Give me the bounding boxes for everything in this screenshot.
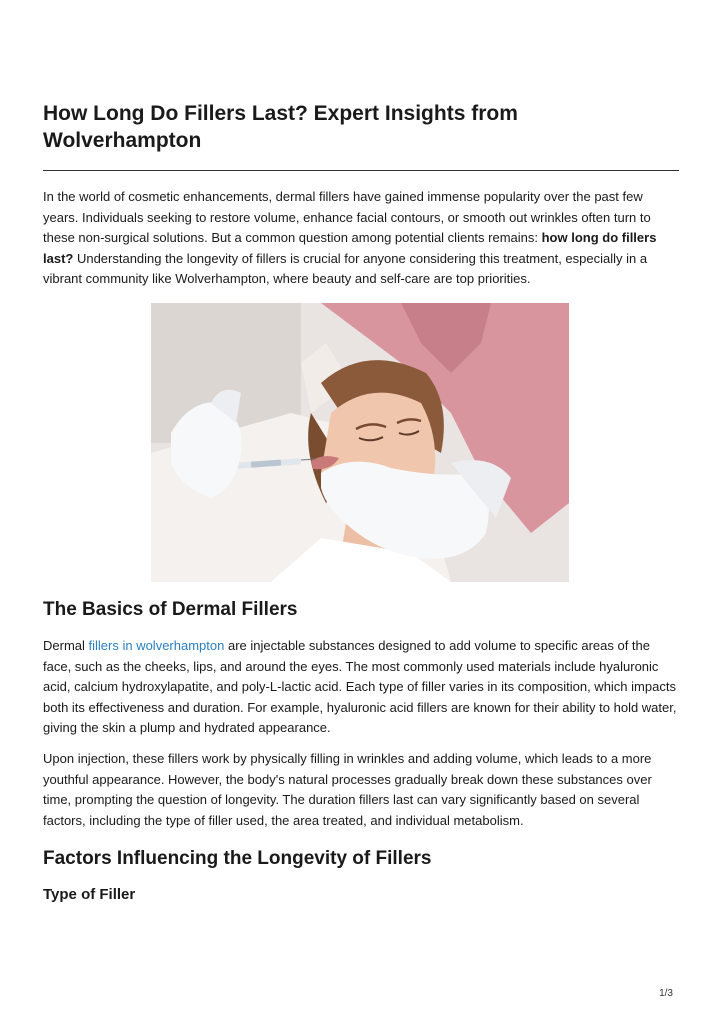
fillers-wolverhampton-link[interactable]: fillers in wolverhampton	[88, 637, 225, 653]
basics-p1-end: are injectable substances designed to add volume to specific areas of the face, such as the cheeks, lips, and around the eyes. The most commonly used materials include hyaluronic acid, calcium hydroxylapatite, and poly-L-lactic acid. Each type of filler varies in its composition, which impacts both its effectiveness and duration. For example, hyaluronic acid fillers are known for their ability to hold water, giving the skin a plump and hydrated appearance.	[43, 637, 677, 736]
intro-text-end: Understanding the longevity of fillers is crucial for anyone considering this treatment, especially in a vibrant community like Wolverhampton, where beauty and self-care are top priorities.	[43, 250, 648, 287]
title-divider	[43, 170, 679, 171]
intro-text-start: In the world of cosmetic enhancements, dermal fillers have gained immense popularity over the past few years. Individuals seeking to restore volume, enhance facial contours, or smooth out wrinkles often turn to these non-surgical solutions. But a common question among potential clients remains:	[43, 189, 651, 246]
hero-photo	[151, 303, 569, 582]
article-title: How Long Do Fillers Last? Expert Insights from Wolverhampton	[43, 102, 518, 152]
basics-p1-start: Dermal	[43, 637, 89, 653]
article-body	[43, 100, 679, 905]
filler-treatment-illustration	[151, 303, 569, 582]
section-heading-factors: Factors Influencing the Longevity of Fillers	[43, 848, 432, 870]
section-heading-basics: The Basics of Dermal Fillers	[43, 598, 298, 620]
basics-paragraph-2: Upon injection, these fillers work by physically filling in wrinkles and adding volume, which leads to a more youthful appearance. However, the body's natural processes gradually break down these substances over time, prompting the question of longevity. The duration fillers last can vary significantly based on several factors, including the type of filler used, the area treated, and individual metabolism.	[43, 750, 652, 828]
intro-paragraph	[43, 187, 679, 290]
page-number: 1/3	[659, 988, 673, 999]
basics-paragraph-1	[43, 636, 679, 739]
intro-bold-question: how long do fillers last?	[43, 230, 657, 266]
subheading-type-of-filler: Type of Filler	[43, 886, 136, 904]
